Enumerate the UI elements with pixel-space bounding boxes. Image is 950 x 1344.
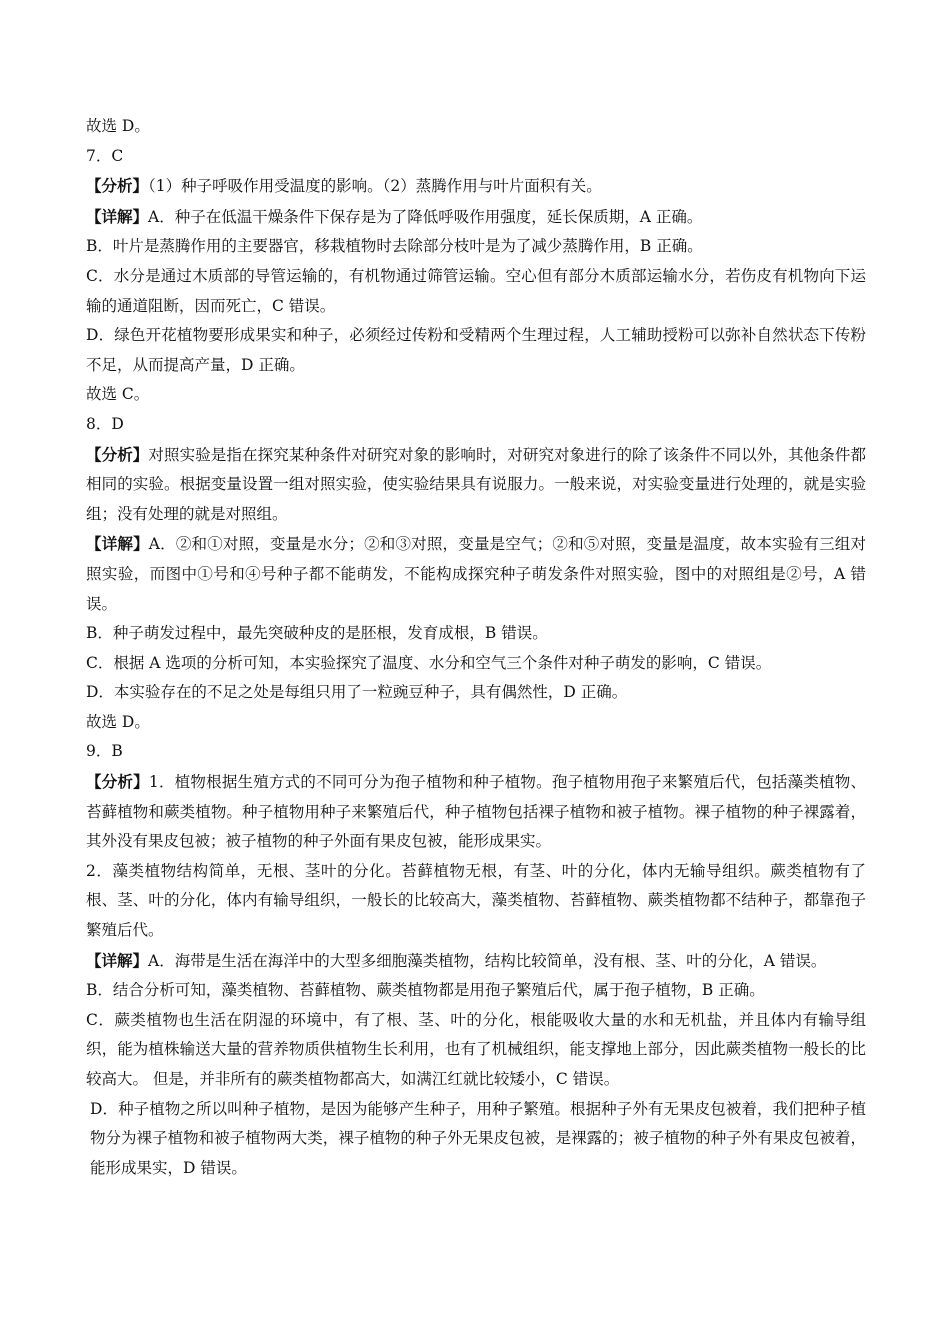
detail-paragraph: [86, 202, 866, 233]
option-paragraph: C．水分是通过木质部的导管运输的，有机物通过筛管运输。空心但有部分木质部运输水分，若伤皮有机物向下运输的通道阻断，因而死亡，C 错误。: [86, 266, 866, 315]
question-number: 9．B: [86, 742, 123, 761]
paragraph-text: A．海带是生活在海洋中的大型多细胞藻类植物，结构比较简单，没有根、茎、叶的分化，A 错误。: [148, 951, 827, 970]
option-paragraph: D．本实验存在的不足之处是每组只用了一粒豌豆种子，具有偶然性，D 正确。: [86, 683, 628, 702]
analysis-tag: 【分析】: [86, 176, 149, 196]
analysis-paragraph: [86, 440, 866, 530]
question-number: 8．D: [86, 414, 124, 433]
document-page: [86, 112, 866, 1183]
detail-paragraph: [86, 946, 866, 977]
analysis-tag: 【分析】: [86, 772, 149, 792]
paragraph-text: 对照实验是指在探究某种条件对研究对象的影响时，对研究对象进行的除了该条件不同以外，其他条件都相同的实验。根据变量设置一组对照实验，使实验结果具有说服力。一般来说，对实验变量进行处理的，就是实验组；没有处理的就是对照组。: [86, 445, 866, 523]
option-paragraph: B．叶片是蒸腾作用的主要器官，移栽植物时去除部分枝叶是为了减少蒸腾作用，B 正确。: [86, 237, 703, 256]
answer-line: 故选 C。: [86, 385, 150, 404]
option-paragraph: C．根据 A 选项的分析可知，本实验探究了温度、水分和空气三个条件对种子萌发的影响，C 错误。: [86, 653, 772, 672]
paragraph-text: （1）种子呼吸作用受温度的影响。（2）蒸腾作用与叶片面积有关。: [148, 177, 602, 196]
option-paragraph: B．结合分析可知，藻类植物、苔藓植物、蕨类植物都是用孢子繁殖后代，属于孢子植物，B 正确。: [86, 981, 765, 1000]
paragraph-text: A．种子在低温干燥条件下保存是为了降低呼吸作用强度，延长保质期，A 正确。: [148, 207, 703, 226]
analysis-paragraph-2: 2．藻类植物结构简单，无根、茎叶的分化。苔藓植物无根，有茎、叶的分化，体内无输导组织。蕨类植物有了根、茎、叶的分化，体内有输导组织，一般长的比较高大，藻类植物、苔藓植物、蕨类植物都不结种子，都靠孢子繁殖后代。: [86, 861, 866, 940]
option-paragraph: B．种子萌发过程中，最先突破种皮的是胚根，发育成根，B 错误。: [86, 624, 548, 643]
detail-paragraph: [86, 529, 866, 619]
option-paragraph: D．绿色开花植物要形成果实和种子，必须经过传粉和受精两个生理过程，人工辅助授粉可以弥补自然状态下传粉不足，从而提高产量，D 正确。: [86, 326, 866, 374]
detail-tag: 【详解】: [86, 534, 149, 554]
question-number: 7．C: [86, 146, 124, 165]
text-line: 故选 D。: [86, 117, 150, 135]
paragraph-text: A．②和①对照，变量是水分；②和③对照，变量是空气；②和⑤对照，变量是温度，故本实验有三组对照实验，而图中①号和④号种子都不能萌发，不能构成探究种子萌发条件对照实验，图中的对照组是②号，A 错误。: [86, 535, 866, 613]
detail-tag: 【详解】: [86, 206, 149, 226]
paragraph-text: 1．植物根据生殖方式的不同可分为孢子植物和种子植物。孢子植物用孢子来繁殖后代，包括藻类植物、苔藓植物和蕨类植物。种子植物用种子来繁殖后代，种子植物包括裸子植物和被子植物。裸子植物的种子裸露着，其外没有果皮包被；被子植物的种子外面有果皮包被，能形成果实。: [86, 773, 866, 851]
option-paragraph: D．种子植物之所以叫种子植物，是因为能够产生种子，用种子繁殖。根据种子外有无果皮包被着，我们把种子植物分为裸子植物和被子植物两大类，裸子植物的种子外无果皮包被，是裸露的；被子植物的种子外有果皮包被着，能形成果实，D 错误。: [90, 1099, 866, 1177]
option-paragraph: C．蕨类植物也生活在阴湿的环境中，有了根、茎、叶的分化，根能吸收大量的水和无机盐，并且体内有输导组织，能为植株输送大量的营养物质供植物生长利用，也有了机械组织，能支撑地上部分，因此蕨类植物一般长的比较高大。 但是，并非所有的蕨类植物都高大，如满江红就比较矮小，C 错误。: [86, 1010, 866, 1088]
answer-line: 故选 D。: [86, 712, 150, 731]
detail-tag: 【详解】: [86, 950, 149, 970]
analysis-paragraph: [86, 767, 866, 857]
analysis-tag: 【分析】: [86, 444, 149, 464]
analysis-paragraph: [86, 171, 866, 202]
